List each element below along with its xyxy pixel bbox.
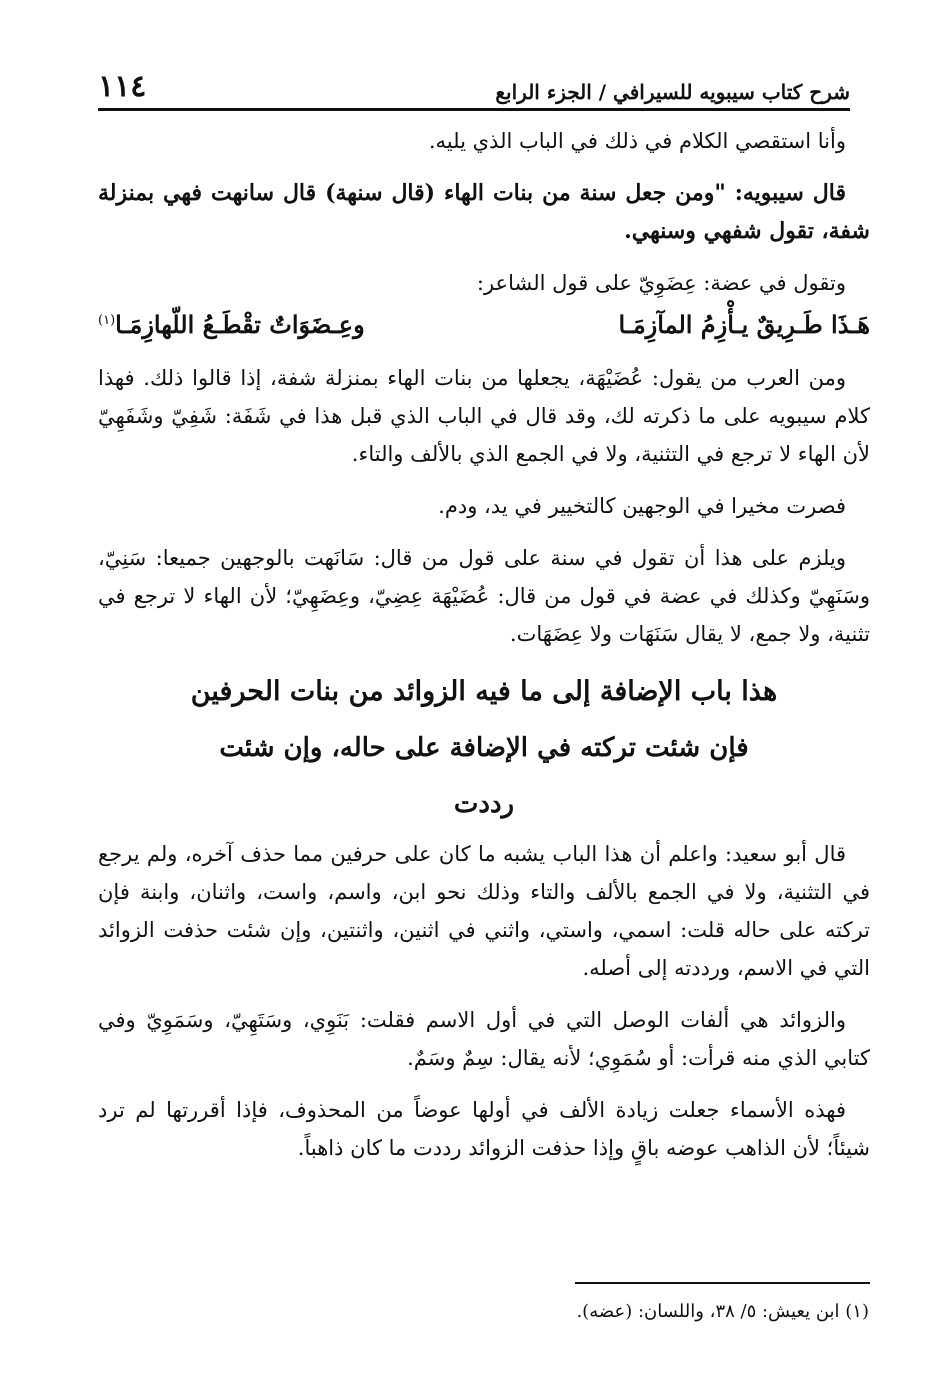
chapter-subheading-end: رددت: [453, 789, 515, 819]
paragraph-1: وأنا استقصي الكلام في ذلك في الباب الذي يليه.: [428, 129, 846, 153]
poetry-verse: [98, 310, 870, 339]
paragraph-3: وتقول في عضة: عِضَوِيّ على قول الشاعر:: [476, 271, 846, 295]
paragraph-9: فهذه الأسماء جعلت زيادة الألف في أولها عوضاً من المحذوف، فإذا أقررتها لم ترد شيئاً؛ لأن الذاهب عوضه باقٍ وإذا حذفت الزوائد رددت ما كان ذاهباً.: [98, 1098, 870, 1160]
sibawayh-quote: قال سيبويه: "ومن جعل سنة من بنات الهاء (قال سنهة) قال سانهت فهي بمنزلة شفة، تقول شفهي وسنهي.: [98, 180, 870, 244]
page-body: [98, 122, 870, 1167]
page-header: [98, 62, 850, 111]
paragraph-8: والزوائد هي ألفات الوصل التي في أول الاسم فقلت: بَنَوِي، وسَتَهِيّ، وسَمَوِيّ وفي كتابي الذي منه قرأت: أو سُمَوِي؛ لأنه يقال: سِمٌ وسَمٌ.: [98, 1008, 870, 1070]
verse-second-hemistich-text: وعِـضَوَاتٌ تقْطَـعُ اللّهازِمَـا: [115, 310, 365, 339]
verse-first-hemistich: هَـذَا طَـرِيقٌ يـأْزِمُ المآزِمَـا: [618, 310, 870, 339]
verse-second-hemistich: [98, 310, 365, 339]
footnote-divider: [575, 1282, 870, 1284]
page-number: ١١٤: [98, 69, 147, 104]
running-title: شرح كتاب سيبويه للسيرافي / الجزء الرابع: [495, 80, 850, 104]
footnote-marker: (١): [98, 313, 116, 328]
chapter-subheading: فإن شئت تركته في الإضافة على حاله، وإن شئت: [219, 733, 749, 763]
paragraph-7: قال أبو سعيد: واعلم أن هذا الباب يشبه ما كان على حرفين مما حذف آخره، ولم يرجع في التثنية، ولا في الجمع بالألف والتاء وذلك نحو ابن، واسم، واست، واثنان، وابنة فإن تركته على حاله قلت: اسمي، واستي، واثني في اثنين، واثنتين، وإن شئت حذفت الزوائد التي في الاسم، ورددته إلى أصله.: [98, 842, 870, 980]
chapter-heading: هذا باب الإضافة إلى ما فيه الزوائد من بنات الحرفين: [190, 676, 778, 707]
paragraph-6: ويلزم على هذا أن تقول في سنة على قول من قال: سَانَهت بالوجهين جميعا: سَنِيّ، وسَنَهِيّ وكذلك في عضة في قول من قال: عُضَيْهَة عِضِيّ، وعِضَهِيّ؛ لأن الهاء لا ترجع في تثنية، ولا جمع، لا يقال سَنَهَات ولا عِضَهَات.: [98, 546, 870, 646]
paragraph-4: ومن العرب من يقول: عُضَيْهَة، يجعلها من بنات الهاء بمنزلة شفة، إذا قالوا ذلك. فهذا كلام سيبويه على ما ذكرته لك، وقد قال في الباب الذي قبل هذا في شَفَة: شَفِيّ وشَفَهِيّ لأن الهاء لا ترجع في التثنية، ولا في الجمع الذي بالألف والتاء.: [98, 366, 870, 466]
paragraph-5: فصرت مخيرا في الوجهين كالتخيير في يد، ودم.: [438, 494, 846, 518]
footnote: (١) ابن يعيش: ٥/ ٣٨، واللسان: (عضه).: [576, 1301, 869, 1322]
